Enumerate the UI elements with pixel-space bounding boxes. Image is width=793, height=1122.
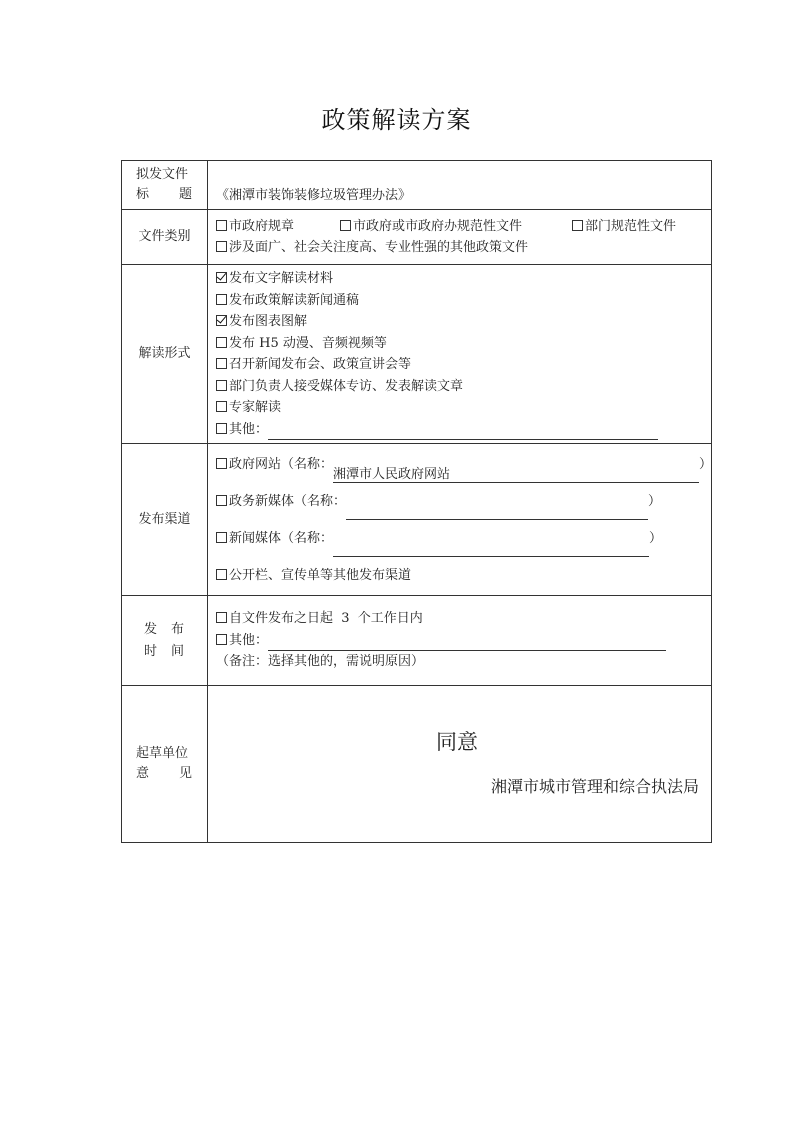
row-publish-time: [122, 596, 712, 686]
publish-time-note: （备注：选择其他的，需说明原因）: [216, 654, 425, 670]
label-doc-type: 文件类别: [122, 210, 208, 265]
checkbox-icon[interactable]: [216, 380, 227, 391]
doc-type-option-3[interactable]: 部门规范性文件: [572, 216, 676, 238]
checkbox-icon[interactable]: [216, 337, 227, 348]
channel-option-bulletin[interactable]: 公开栏、宣传单等其他发布渠道: [216, 557, 711, 594]
row-doc-title: [122, 161, 712, 210]
label-doc-title-char2: 题: [178, 187, 192, 202]
label-opinion-char1: 意: [136, 766, 150, 781]
publish-time-option-3days[interactable]: 自文件发布之日起 3 个工作日内: [216, 608, 711, 630]
checkbox-icon[interactable]: [216, 495, 227, 506]
interpret-option-other[interactable]: 其他：: [216, 419, 711, 441]
interpret-option-5[interactable]: 召开新闻发布会、政策宣讲会等: [216, 354, 711, 376]
channel-option-new-media[interactable]: 政务新媒体（名称： ）: [216, 483, 711, 520]
checkbox-icon[interactable]: [216, 569, 227, 580]
checkbox-icon[interactable]: [340, 220, 351, 231]
channel-option-news-media[interactable]: 新闻媒体（名称： ）: [216, 520, 711, 557]
interpret-option-3[interactable]: 发布图表图解: [216, 311, 711, 333]
label-time-char1: 时: [144, 643, 158, 659]
label-publish-time: [122, 596, 208, 686]
interpret-option-1[interactable]: 发布文字解读材料: [216, 268, 711, 290]
interpret-other-blank[interactable]: [268, 424, 658, 440]
checkbox-icon[interactable]: [216, 423, 227, 434]
row-interpret-form: [122, 265, 712, 444]
checkbox-icon[interactable]: [216, 458, 227, 469]
checkbox-icon[interactable]: [216, 612, 227, 623]
doc-title-value: 《湘潭市装饰装修垃圾管理办法》: [216, 187, 412, 203]
checkbox-icon[interactable]: [216, 634, 227, 645]
checkbox-icon[interactable]: [216, 294, 227, 305]
page-title: 政策解读方案: [321, 106, 472, 134]
label-opinion: [122, 686, 208, 843]
label-opinion-char2: 见: [178, 766, 192, 781]
label-opinion-line1: 起草单位: [136, 746, 189, 761]
gov-site-name-field[interactable]: 湘潭市人民政府网站: [333, 467, 699, 483]
checkbox-icon[interactable]: [216, 241, 227, 252]
checkbox-checked-icon[interactable]: [216, 272, 227, 283]
publish-time-other-blank[interactable]: [268, 635, 666, 651]
checkbox-checked-icon[interactable]: [216, 315, 227, 326]
new-media-name-field[interactable]: [346, 504, 648, 520]
label-publish-char2: 布: [170, 621, 184, 637]
row-opinion: [122, 686, 712, 843]
label-publish-char1: 发: [144, 621, 158, 637]
row-doc-type: [122, 210, 712, 265]
doc-type-option-2[interactable]: 市政府或市政府办规范性文件: [340, 216, 572, 238]
checkbox-icon[interactable]: [216, 358, 227, 369]
doc-type-option-4[interactable]: 涉及面广、社会关注度高、专业性强的其他政策文件: [216, 237, 711, 259]
checkbox-icon[interactable]: [216, 532, 227, 543]
interpret-option-6[interactable]: 部门负责人接受媒体专访、发表解读文章: [216, 376, 711, 398]
checkbox-icon[interactable]: [216, 401, 227, 412]
channel-option-gov-site[interactable]: 政府网站（名称：湘潭市人民政府网站）: [216, 446, 711, 483]
interpret-option-4[interactable]: 发布 H5 动漫、音频视频等: [216, 333, 711, 355]
interpret-option-7[interactable]: 专家解读: [216, 397, 711, 419]
checkbox-icon[interactable]: [572, 220, 583, 231]
doc-title-value-cell[interactable]: [208, 161, 712, 210]
doc-type-option-1[interactable]: 市政府规章: [216, 216, 340, 238]
label-interpret-form: 解读形式: [122, 265, 208, 444]
publish-time-option-other[interactable]: 其他：: [216, 630, 711, 652]
interpret-option-2[interactable]: 发布政策解读新闻通稿: [216, 290, 711, 312]
label-doc-title-char1: 标: [136, 187, 150, 202]
row-channel: [122, 444, 712, 596]
doc-type-options: [208, 210, 712, 265]
label-time-char2: 间: [170, 643, 184, 659]
label-channel: 发布渠道: [122, 444, 208, 596]
opinion-org-name: 湘潭市城市管理和综合执法局: [490, 777, 699, 796]
checkbox-icon[interactable]: [216, 220, 227, 231]
policy-form-table: [121, 160, 712, 843]
label-doc-title: [122, 161, 208, 210]
publish-time-options: [208, 596, 712, 686]
news-media-name-field[interactable]: [333, 541, 649, 557]
channel-options: [208, 444, 712, 596]
interpret-form-options: [208, 265, 712, 444]
opinion-cell[interactable]: [208, 686, 712, 843]
label-doc-title-line1: 拟发文件: [136, 167, 189, 182]
opinion-agree-text: 同意: [436, 730, 478, 754]
